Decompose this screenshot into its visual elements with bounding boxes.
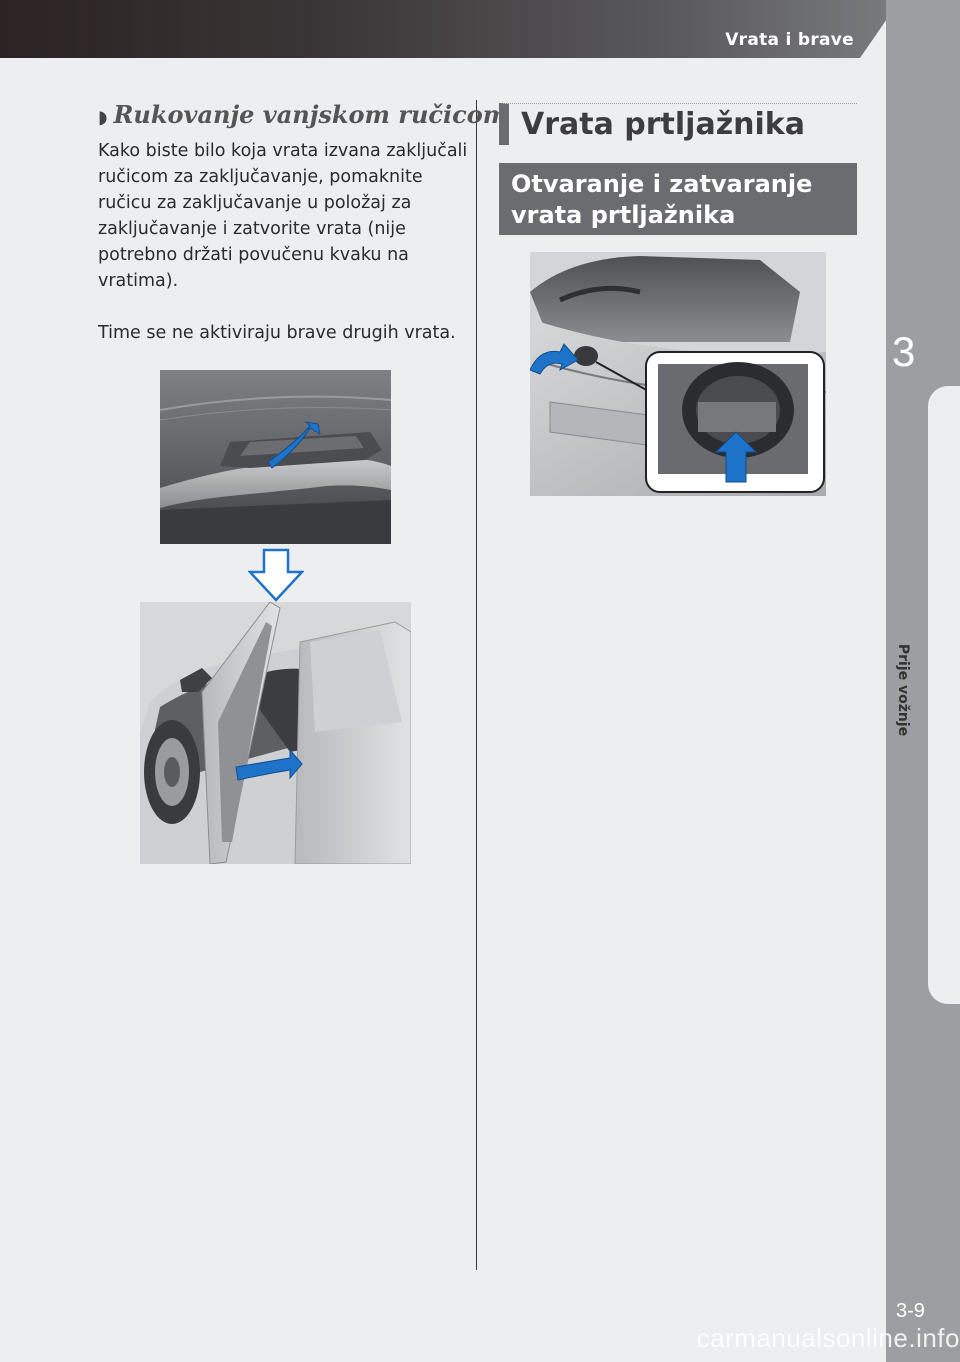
open-door-illustration xyxy=(140,602,411,864)
chapter-label: Prije vožnje xyxy=(895,643,911,737)
door-handle-illustration xyxy=(160,370,391,544)
column-divider xyxy=(476,100,477,1270)
left-heading xyxy=(98,100,508,129)
down-arrow-icon xyxy=(248,548,304,604)
chapter-number: 3 xyxy=(892,328,916,375)
section-title: Vrata i brave xyxy=(725,30,854,50)
paragraph-1: Kako biste bilo koja vrata izvana zaključali ručicom za zaključavanje, pomaknite ručicu za zaključavanje u položaj za zaključavanje i zatvorite vrata (nije potrebno držati povučenu kvaku na vratima). xyxy=(98,141,468,291)
paragraph-2: Time se ne aktiviraju brave drugih vrata. xyxy=(98,323,456,343)
bullet-marker-icon: ◗ xyxy=(98,107,108,128)
chapter-tab xyxy=(928,386,960,1004)
watermark: carmanualsonline.info xyxy=(696,1323,960,1353)
subheading-box: Otvaranje i zatvaranje vrata prtljažnika xyxy=(499,163,857,235)
page-number: 3-9 xyxy=(896,1300,925,1322)
liftgate-illustration xyxy=(530,252,826,496)
right-heading: Vrata prtljažnika xyxy=(499,103,857,145)
body-text xyxy=(98,138,468,372)
left-heading-text: Rukovanje vanjskom ručicom xyxy=(113,100,509,129)
